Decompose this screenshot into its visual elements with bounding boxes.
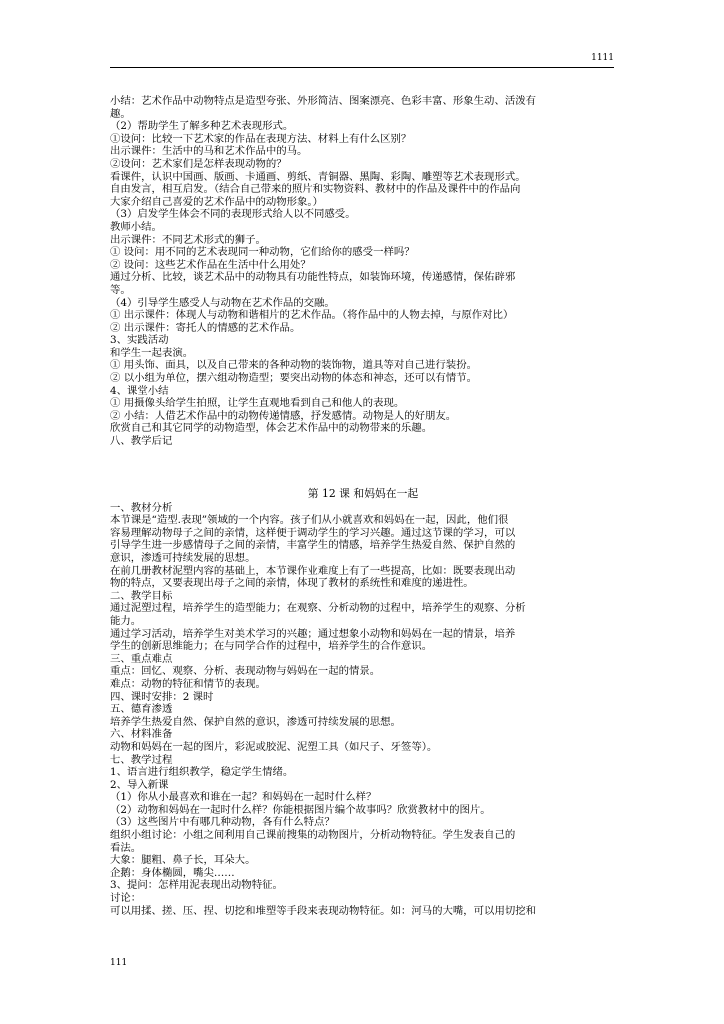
section-lesson-12: [110, 502, 616, 918]
text-line: 六、材料准备: [110, 728, 173, 741]
text-line: 引导学生进一步感情母子之间的亲情，丰富学生的情感，培养学生热爱自然、保护自然的: [110, 539, 516, 552]
header-rule: [110, 67, 614, 68]
text-line: ② 小结：人借艺术作品中的动物传递情感，抒发感情。动物是人的好朋友。: [110, 409, 457, 422]
text-line: 2、导入新课: [110, 778, 169, 791]
text-line: （4）引导学生感受人与动物在艺术作品的交融。: [110, 296, 335, 309]
text-line: 容易理解动物母子之间的亲情，这样便于调动学生的学习兴趣。通过这节课的学习，可以: [110, 526, 516, 539]
text-line: 动物和妈妈在一起的图片，彩泥或胶泥、泥塑工具（如尺子、牙签等）。: [110, 740, 438, 753]
text-line: 欣赏自己和其它同学的动物造型，体会艺术作品中的动物带来的乐趣。: [110, 422, 433, 435]
text-line: ① 出示课件：体现人与动物和谐相片的艺术作品。（将作品中的人物去掉，与原作对比）: [110, 309, 514, 322]
text-line: ① 设问：用不同的艺术表现同一种动物，它们给你的感受一样吗？: [110, 246, 415, 259]
text-line: 二、教学目标: [110, 589, 173, 602]
text-line: ② 出示课件：寄托人的情感的艺术作品。: [110, 321, 301, 334]
text-line: 八、教学后记: [110, 435, 173, 448]
text-line: 四、课时安排：2 课时: [110, 690, 214, 703]
text-line: 出示课件：不同艺术形式的狮子。: [110, 233, 266, 246]
text-line: 可以用揉、搓、压、捏、切挖和堆塑等手段来表现动物特征。如：河马的大嘴，可以用切挖和: [110, 904, 537, 917]
section-gap: [110, 448, 616, 487]
text-line: 五、德育渗透: [110, 703, 173, 716]
text-line: 1、语言进行组织教学，稳定学生情绪。: [110, 766, 294, 779]
text-line: 通过泥塑过程，培养学生的造型能力；在观察、分析动物的过程中，培养学生的观察、分析: [110, 602, 526, 615]
text-line: （1）你从小最喜欢和谁在一起？和妈妈在一起时什么样？: [110, 791, 377, 804]
text-line: ① 用摄像头给学生拍照，让学生直观地看到自己和他人的表现。: [110, 397, 405, 410]
text-line: ② 设问：这些艺术作品在生活中什么用处？: [110, 258, 311, 271]
text-line: 通过学习活动，培养学生对美术学习的兴趣；通过想象小动物和妈妈在一起的情景，培养: [110, 627, 516, 640]
text-line: 和学生一起表演。: [110, 346, 194, 359]
text-line: 企鹅：身体椭圆，嘴尖……: [110, 866, 235, 879]
text-line: 一、教材分析: [110, 501, 173, 514]
text-line: 重点：回忆、观察、分析、表现动物与妈妈在一起的情景。: [110, 665, 381, 678]
text-line: ② 以小组为单位，摆六组动物造型；要突出动物的体态和神态，还可以有情节。: [110, 372, 477, 385]
document-body: [110, 95, 616, 917]
text-line: 看法。: [110, 841, 142, 854]
footer-page-number: 111: [110, 958, 128, 968]
text-line: 难点：动物的特征和情节的表现。: [110, 677, 266, 690]
text-line: 讨论：: [110, 892, 142, 905]
text-line: 能力。: [110, 614, 142, 627]
text-line: 学生的创新思维能力；在与同学合作的过程中，培养学生的合作意识。: [110, 640, 433, 653]
text-line: （3）启发学生体会不同的表现形式给人以不同感受。: [110, 208, 356, 221]
text-line: ①设问：比较一下艺术家的作品在表现方法、材料上有什么区别？: [110, 132, 412, 145]
text-line: 通过分析、比较，谈艺术品中的动物具有功能性特点，如装饰环境，传递感情，保佑辟邪: [110, 271, 516, 284]
text-line: 组织小组讨论：小组之间利用自己课前搜集的动物图片，分析动物特征。学生发表自己的: [110, 829, 516, 842]
text-line: 教师小结。: [110, 220, 162, 233]
text-line: 大象：腿粗、鼻子长，耳朵大。: [110, 854, 256, 867]
lesson-title: 第 12 课 和妈妈在一起: [307, 486, 419, 500]
text-line: 培养学生热爱自然、保护自然的意识，渗透可持续发展的思想。: [110, 715, 401, 728]
text-line: 三、重点难点: [110, 652, 173, 665]
text-line: 小结：艺术作品中动物特点是造型夸张、外形简洁、图案漂亮、色彩丰富、形象生动、活泼有: [110, 95, 537, 107]
text-line: ②设问：艺术家们是怎样表现动物的？: [110, 157, 287, 170]
text-line: 大家介绍自己喜爱的艺术作品中的动物形象。）: [110, 195, 324, 208]
text-line: （3）这些图片中有哪几种动物，各有什么特点？: [110, 816, 335, 829]
text-line: 自由发言，相互启发。（结合自己带来的照片和实物资料、教材中的作品及课件中的作品向: [110, 183, 521, 196]
text-line: （2）帮助学生了解多种艺术表现形式。: [110, 120, 294, 133]
text-line: 物的特点，又要表现出母子之间的亲情，体现了教材的系统性和难度的递进性。: [110, 577, 474, 590]
text-line: 4、课堂小结: [110, 384, 169, 397]
text-line: 本节课是“造型.表现”领域的一个内容。孩子们从小就喜欢和妈妈在一起，因此，他们很: [110, 514, 509, 527]
text-line: 等。: [110, 283, 131, 296]
text-line: 意识，渗透可持续发展的思想。: [110, 552, 256, 564]
header-page-mark: 1111: [591, 53, 614, 63]
text-line: 3、实践活动: [110, 334, 169, 347]
text-line: （2）动物和妈妈在一起时什么样？你能根据图片编个故事吗？欣赏教材中的图片。: [110, 803, 491, 816]
text-line: ① 用头饰、面具，以及自己带来的各种动物的装饰物，道具等对自己进行装扮。: [110, 359, 477, 372]
text-line: 看课件，认识中国画、版画、卡通画、剪纸、青铜器、黑陶、彩陶、雕塑等艺术表现形式。: [110, 170, 526, 183]
text-line: 出示课件：生活中的马和艺术作品中的马。: [110, 145, 308, 158]
text-line: 七、教学过程: [110, 753, 173, 766]
text-line: 3、提问：怎样用泥表现出动物特征。: [110, 879, 283, 892]
section-lesson-11-continued: [110, 95, 616, 448]
text-line: 趣。: [110, 107, 131, 120]
text-line: 在前几册教材泥塑内容的基础上，本节课作业难度上有了一些提高，比如：既要表现出动: [110, 564, 516, 577]
